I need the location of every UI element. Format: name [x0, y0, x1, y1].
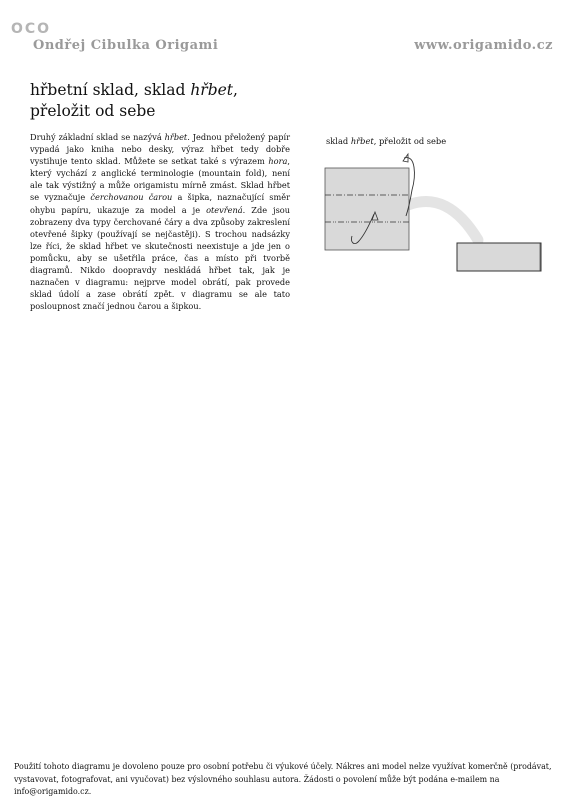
- transition-arc: [408, 202, 478, 240]
- caption-text-end: , přeložit od sebe: [373, 136, 447, 146]
- text-run: . Zde jsou zobrazeny dva typy čerchované čáry a dva způsoby zakreslení otevřené šipky (používají se nejčastěji). S trochou nadsázky lze říci, že sklad hřbet ve skutečnosti neexistuje a jde jen o pomůcku, aby se ušetřila práce, čas a místo při tvorbě diagramů. Nikdo doopravdy neskládá hřbet tak, jak je naznačen v diagramu: nejprve model obrátí, pak provede sklad údolí a zase obrátí zpět. v diagramu se ale tato posloupnost značí jednou čarou a šipkou.: [30, 204, 290, 312]
- description-paragraph: [30, 131, 290, 312]
- text-emphasis: čerchovanou čarou: [90, 192, 173, 203]
- title-text: hřbetní sklad, sklad: [30, 81, 191, 99]
- text-emphasis: hora: [268, 156, 288, 167]
- arrow-head-icon: [403, 154, 408, 162]
- title-emphasis: hřbet: [190, 81, 234, 99]
- title-line-2: přeložit od sebe: [30, 102, 156, 120]
- website-url[interactable]: www.origamido.cz: [414, 38, 553, 53]
- page-title: [30, 80, 290, 122]
- logo: OCO: [11, 21, 52, 37]
- caption-emphasis: hřbet: [350, 136, 374, 146]
- text-run: , který vychází z anglické terminologie (mountain fold), není ale tak výstižný a může origamistu mírně zmást. Sklad hřbet se vyznačuje: [30, 156, 290, 203]
- diagram-caption: [326, 136, 446, 146]
- text-run: Druhý základní sklad se nazývá: [30, 132, 165, 142]
- text-emphasis: otevřená: [206, 204, 243, 215]
- text-run: . Jednou přeložený papír vypadá jako kniha nebo desky, výraz hřbet tedy dobře vystihuje tento sklad. Můžete se setkat také s výrazem: [30, 132, 290, 167]
- folded-paper: [457, 243, 541, 271]
- copyright-notice: Použití tohoto diagramu je dovoleno pouze pro osobní potřebu či výukové účely. Nákres ani model nelze využívat komerčně (prodávat, vystavovat, fotografovat, ani vyučovat) bez výslovného souhlasu autora. Žádosti o povolení může být podána e-mailem na info@origamido.cz.: [14, 762, 552, 796]
- text-emphasis: hřbet: [164, 132, 188, 142]
- author-name: Ondřej Cibulka Origami: [33, 38, 219, 53]
- title-comma: ,: [233, 81, 238, 99]
- text-run: a šipka, naznačující směr ohybu papíru, ukazuje za model a je: [30, 192, 290, 215]
- paper-square: [325, 168, 409, 250]
- mountain-fold-diagram: [320, 150, 550, 280]
- caption-text: sklad: [326, 136, 351, 146]
